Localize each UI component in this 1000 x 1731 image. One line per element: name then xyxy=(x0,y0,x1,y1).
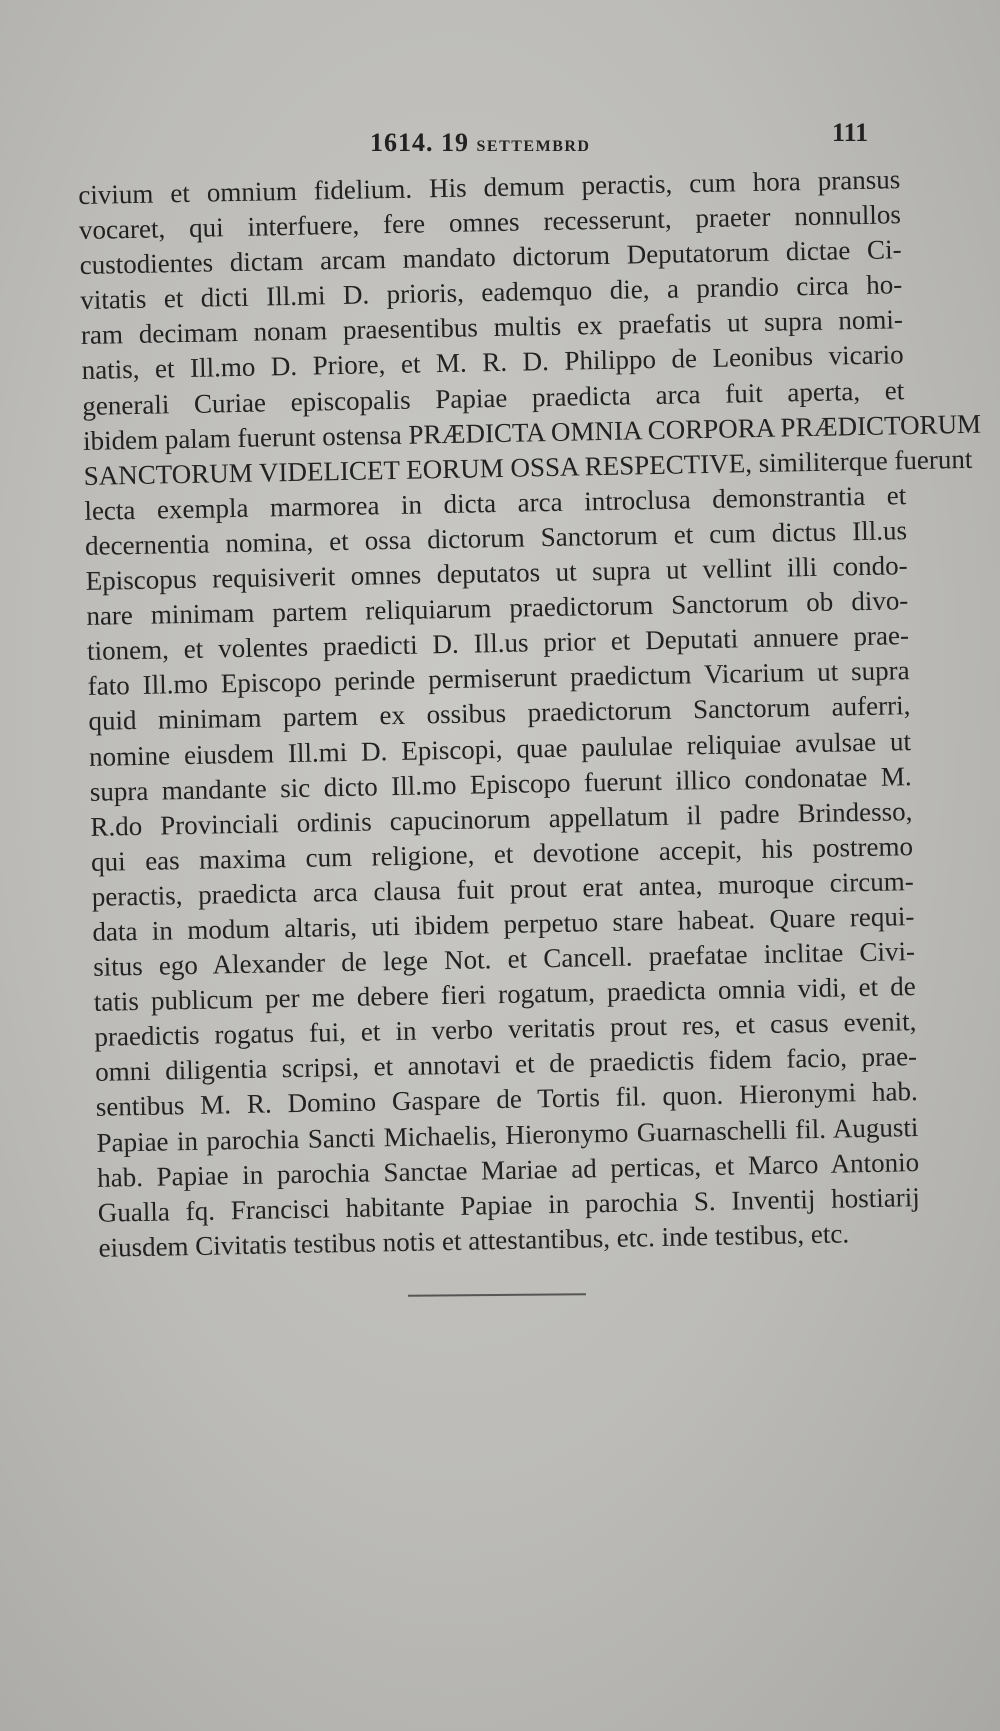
text-line: praedictis rogatus fui, et in verbo veritatis prout res, et casus evenit, xyxy=(94,1006,917,1053)
text-line: quid minimam partem ex ossibus praedictorum Sanctorum auferri, xyxy=(88,690,911,737)
text-line: omni diligentia scripsi, et annotavi et de praedictis fidem facio, prae- xyxy=(94,1041,918,1088)
text-line: civium et omnium fidelium. His demum peractis, cum hora pransus xyxy=(78,164,901,210)
text-line: R.do Provinciali ordinis capucinorum appellatum il padre Brindesso, xyxy=(90,795,913,842)
text-line: ibidem palam fuerunt ostensa PRÆDICTA OMNIA CORPORA PRÆDICTORUM xyxy=(82,408,982,456)
text-line: situs ego Alexander de lege Not. et Cancell. praefatae inclitae Civi- xyxy=(92,936,916,982)
text-line: Gualla fq. Francisci habitante Papiae in parochia S. Inventij hostiarij xyxy=(97,1181,921,1228)
text-line: vocaret, qui interfuere, fere omnes recesserunt, praeter nonnullos xyxy=(78,199,902,246)
page-number: 111 xyxy=(832,118,869,147)
text-line: sentibus M. R. Domino Gaspare de Tortis fil. quon. Hieronymi hab. xyxy=(95,1076,918,1123)
body-text xyxy=(78,162,982,1265)
running-title-date: 1614. 19 xyxy=(370,128,469,157)
text-line: Papiae in parochia Sancti Michaelis, Hieronymo Guarnaschelli fil. Augusti xyxy=(96,1111,919,1158)
text-line: SANCTORUM VIDELICET EORUM OSSA RESPECTIVE, similiterque fuerunt xyxy=(83,443,973,491)
text-line: custodientes dictam arcam mandato dictorum Deputatorum dictae Ci- xyxy=(79,234,902,281)
text-line: generali Curiae episcopalis Papiae praedicta arca fuit aperta, et xyxy=(82,374,905,421)
text-line: nomine eiusdem Ill.mi D. Episcopi, quae paululae reliquiae avulsae ut xyxy=(88,725,912,772)
text-line: ram decimam nonam praesentibus multis ex praefatis ut supra nomi- xyxy=(80,304,904,351)
running-title-month: SETTEMBRD xyxy=(476,138,591,155)
text-line: hab. Papiae in parochia Sanctae Mariae ad perticas, et Marco Antonio xyxy=(96,1146,920,1193)
closing-rule xyxy=(408,1293,586,1297)
text-line: lecta exempla marmorea in dicta arca introclusa demonstrantia et xyxy=(84,480,907,526)
text-line: qui eas maxima cum religione, et devotione accepit, his postremo xyxy=(90,830,914,877)
running-title xyxy=(370,128,590,158)
text-line: fato Ill.mo Episcopo perinde permiserunt praedictum Vicarium ut supra xyxy=(87,655,910,702)
text-line: peractis, praedicta arca clausa fuit prout erat antea, muroque circum- xyxy=(91,865,914,912)
text-line: tatis publicum per me debere fieri rogatum, praedicta omnia vidi, et de xyxy=(93,971,916,1018)
text-line: eiusdem Civitatis testibus notis et attestantibus, etc. inde testibus, etc. xyxy=(98,1218,850,1263)
text-line: supra mandante sic dicto Ill.mo Episcopo fuerunt illico condonatae M. xyxy=(89,760,912,807)
text-line: Episcopus requisiverit omnes deputatos ut supra ut vellint illi condo- xyxy=(85,550,908,596)
text-line: vitatis et dicti Ill.mi D. prioris, eademquo die, a prandio circa ho- xyxy=(80,269,903,316)
text-line: natis, et Ill.mo D. Priore, et M. R. D. Philippo de Leonibus vicario xyxy=(81,339,904,386)
text-line: tionem, et volentes praedicti D. Ill.us prior et Deputati annuere prae- xyxy=(86,620,910,667)
text-line: data in modum altaris, uti ibidem perpetuo stare habeat. Quare requi- xyxy=(92,901,915,947)
text-line: decernentia nomina, et ossa dictorum Sanctorum et cum dictus Ill.us xyxy=(84,515,908,561)
text-line: nare minimam partem reliquiarum praedictorum Sanctorum ob divo- xyxy=(86,585,909,632)
running-header xyxy=(0,118,1000,168)
